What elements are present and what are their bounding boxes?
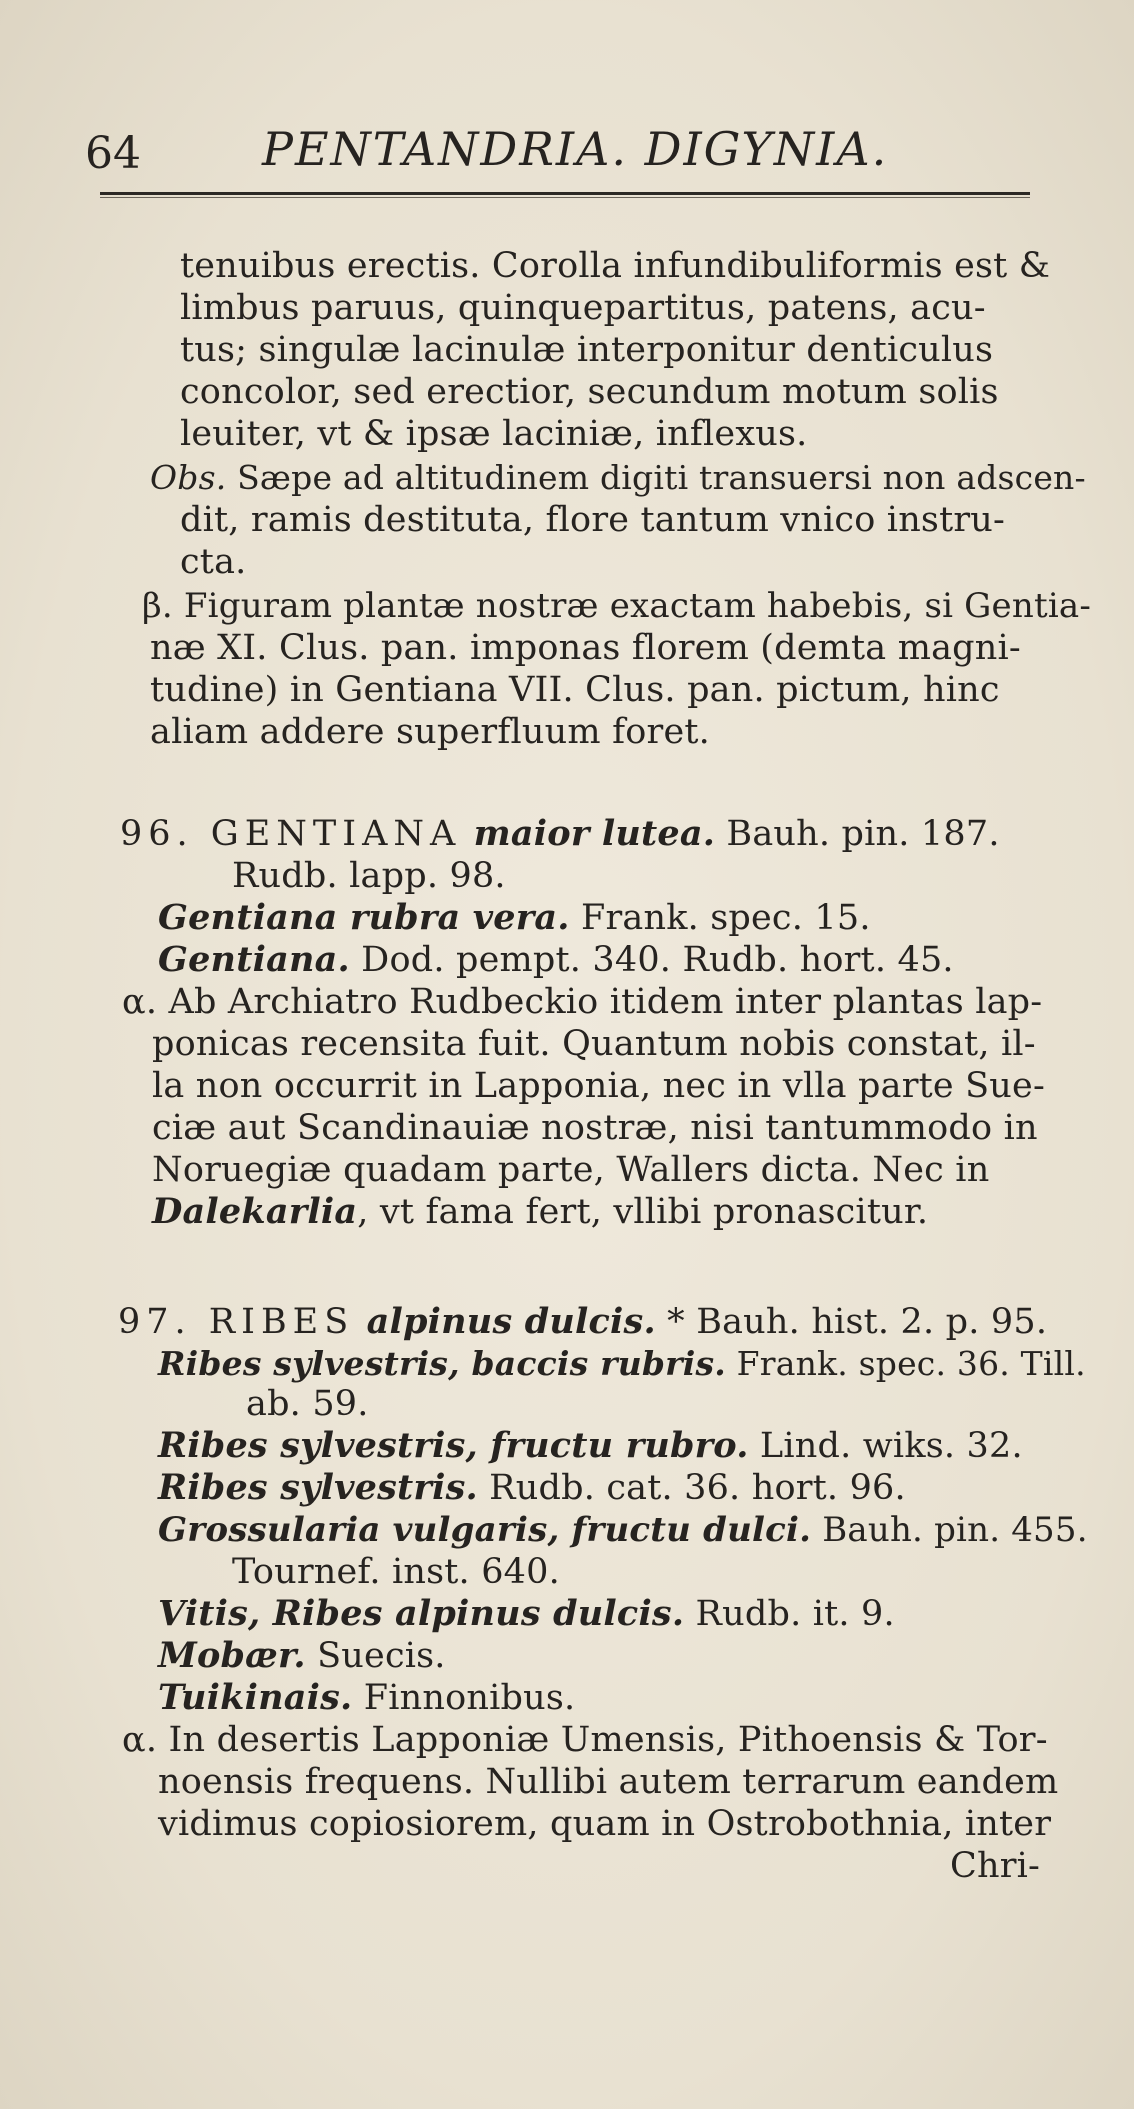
text-line: concolor, sed erectior, secundum motum solis bbox=[180, 372, 999, 412]
text-line: ab. 59. bbox=[246, 1384, 369, 1424]
text-line: noensis frequens. Nullibi autem terrarum eandem bbox=[158, 1762, 1059, 1802]
text-line: tudine) in Gentiana VII. Clus. pan. pictum, hinc bbox=[150, 670, 1000, 710]
synonym-line: Grossularia vulgaris, fructu dulci. Bauh. pin. 455. bbox=[158, 1510, 1088, 1550]
text-line: næ XI. Clus. pan. imponas florem (demta magni- bbox=[150, 628, 1021, 668]
catchword: Chri- bbox=[950, 1846, 1041, 1886]
header-rule bbox=[100, 192, 1030, 195]
synonym-line: Gentiana rubra vera. Frank. spec. 15. bbox=[158, 897, 871, 938]
synonym-line: Ribes sylvestris, fructu rubro. Lind. wiks. 32. bbox=[158, 1425, 1023, 1466]
text-line: Tournef. inst. 640. bbox=[232, 1552, 560, 1592]
text-line: Rudb. lapp. 98. bbox=[232, 856, 506, 896]
text-line: β. Figuram plantæ nostræ exactam habebis, si Gentia- bbox=[142, 586, 1092, 626]
species-heading: 97. RIBES alpinus dulcis. * Bauh. hist. 2. p. 95. bbox=[118, 1301, 1048, 1342]
text-line: vidimus copiosiorem, quam in Ostrobothnia, inter bbox=[158, 1804, 1052, 1844]
text-line: ponicas recensita fuit. Quantum nobis constat, il- bbox=[152, 1024, 1036, 1064]
text-line: cta. bbox=[180, 542, 247, 582]
synonym-line: Vitis, Ribes alpinus dulcis. Rudb. it. 9. bbox=[158, 1593, 895, 1634]
running-title: PENTANDRIA. DIGYNIA. bbox=[262, 122, 889, 176]
synonym-line: Tuikinais. Finnonibus. bbox=[158, 1677, 576, 1718]
text-line: tus; singulæ lacinulæ interponitur denticulus bbox=[180, 330, 994, 370]
text-line: la non occurrit in Lapponia, nec in vlla parte Sue- bbox=[152, 1066, 1045, 1106]
text-line: tenuibus erectis. Corolla infundibuliformis est & bbox=[180, 246, 1051, 286]
species-heading: 96. GENTIANA maior lutea. Bauh. pin. 187. bbox=[120, 813, 1000, 854]
text-line: leuiter, vt & ipsæ laciniæ, inflexus. bbox=[180, 414, 808, 454]
synonym-line: Mobær. Suecis. bbox=[158, 1635, 446, 1676]
obs-label: Obs. bbox=[150, 458, 227, 497]
page-number: 64 bbox=[85, 128, 141, 179]
synonym-line: Gentiana. Dod. pempt. 340. Rudb. hort. 45. bbox=[158, 939, 954, 980]
text-line: Noruegiæ quadam parte, Wallers dicta. Nec in bbox=[152, 1150, 990, 1190]
text-line: Dalekarlia, vt fama fert, vllibi pronascitur. bbox=[152, 1191, 929, 1232]
text-line: α. In desertis Lapponiæ Umensis, Pithoensis & Tor- bbox=[122, 1720, 1048, 1760]
header-rule-thin bbox=[100, 197, 1030, 198]
text-line: ciæ aut Scandinauiæ nostræ, nisi tantummodo in bbox=[152, 1108, 1038, 1148]
synonym-line: Ribes sylvestris, baccis rubris. Frank. spec. 36. Till. bbox=[158, 1344, 1086, 1383]
text-line: limbus paruus, quinquepartitus, patens, acu- bbox=[180, 288, 986, 328]
text-line: α. Ab Archiatro Rudbeckio itidem inter plantas lap- bbox=[122, 982, 1043, 1022]
text-line: aliam addere superfluum foret. bbox=[150, 712, 710, 752]
synonym-line: Ribes sylvestris. Rudb. cat. 36. hort. 96. bbox=[158, 1467, 906, 1508]
text-line: dit, ramis destituta, flore tantum vnico instru- bbox=[180, 500, 1006, 540]
observation-line: Obs. Sæpe ad altitudinem digiti transuersi non adscen- bbox=[150, 458, 1086, 497]
